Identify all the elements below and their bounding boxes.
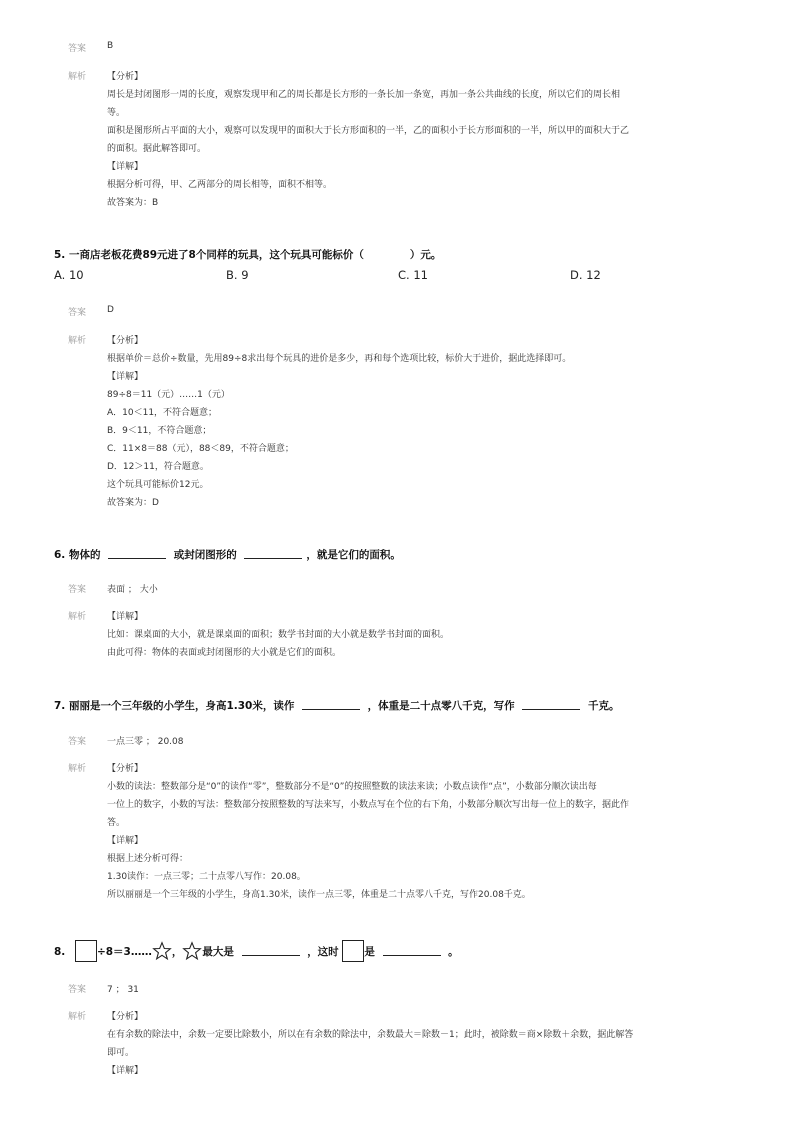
- analysis-line: 根据上述分析可得：: [107, 854, 189, 864]
- analysis-line: 根据分析可得，甲、乙两部分的周长相等，面积不相等。: [107, 180, 333, 190]
- analysis-line: 比如：课桌面的大小，就是课桌面的面积；数学书封面的大小就是数学书封面的面积。: [107, 630, 450, 640]
- analysis-line: 的面积。据此解答即可。: [107, 144, 207, 154]
- answer-box[interactable]: [342, 940, 364, 962]
- analysis-label: 解析: [68, 612, 87, 622]
- analysis-line: 【详解】: [107, 372, 144, 382]
- star-icon: [182, 941, 202, 961]
- question-stem: 7. 丽丽是一个三年级的小学生，身高1.30米，读作 ，体重是二十点零八千克，写作 千克。: [54, 700, 620, 712]
- answer-box[interactable]: [75, 940, 97, 962]
- option-d[interactable]: D. 12: [570, 268, 601, 282]
- analysis-line: 【详解】: [107, 162, 144, 172]
- analysis-label: 解析: [68, 764, 87, 774]
- analysis-line: 小数的读法：整数部分是“0”的读作“零”，整数部分不是“0”的按照整数的读法来读；小数点读作“点”，小数部分顺次读出每: [107, 782, 597, 792]
- analysis-line: 【分析】: [107, 72, 144, 82]
- analysis-line: 在有余数的除法中，余数一定要比除数小，所以在有余数的除法中，余数最大＝除数－1；此时，被除数＝商×除数＋余数，据此解答: [107, 1030, 634, 1040]
- analysis-line: 根据单价＝总价÷数量，先用89÷8求出每个玩具的进价是多少，再和每个选项比较，标价大于进价，据此选择即可。: [107, 354, 572, 364]
- analysis-label: 解析: [68, 336, 87, 346]
- answer-label: 答案: [68, 737, 87, 747]
- answer-value: 表面 ； 大小: [107, 585, 158, 595]
- analysis-line: 【详解】: [107, 1066, 144, 1076]
- analysis-line: 一位上的数字，小数的写法：整数部分按照整数的写法来写，小数点写在个位的右下角，小数部分顺次写出每一位上的数字，据此作: [107, 800, 630, 810]
- option-b[interactable]: B. 9: [226, 268, 249, 282]
- analysis-line: 即可。: [107, 1048, 135, 1058]
- answer-value: D: [107, 305, 114, 315]
- analysis-line: 面积是图形所占平面的大小，观察可以发现甲的面积大于长方形面积的一半，乙的面积小于长方形面积的一半，所以甲的面积大于乙: [107, 126, 630, 136]
- fill-blank[interactable]: [108, 548, 166, 559]
- fill-blank[interactable]: [242, 945, 300, 956]
- analysis-line: 故答案为：D: [107, 498, 159, 508]
- question-stem: 5. 一商店老板花费89元进了8个同样的玩具，这个玩具可能标价（ ）元。: [54, 249, 442, 261]
- analysis-line: 故答案为：B: [107, 198, 159, 208]
- analysis-line: 由此可得：物体的表面或封闭图形的大小就是它们的面积。: [107, 648, 342, 658]
- answer-value: 7 ； 31: [107, 985, 139, 995]
- analysis-line: 答。: [107, 818, 126, 828]
- answer-value: B: [107, 41, 114, 51]
- analysis-line: 等。: [107, 108, 126, 118]
- fill-blank[interactable]: [522, 699, 580, 710]
- analysis-line: B．9＜11，不符合题意；: [107, 426, 212, 436]
- answer-label: 答案: [68, 308, 87, 318]
- analysis-line: 1.30读作：一点三零；二十点零八写作：20.08。: [107, 872, 306, 882]
- fill-blank[interactable]: [244, 548, 302, 559]
- analysis-line: 【分析】: [107, 764, 144, 774]
- analysis-line: 所以丽丽是一个三年级的小学生，身高1.30米，读作一点三零，体重是二十点零八千克，写作20.08千克。: [107, 890, 531, 900]
- analysis-label: 解析: [68, 72, 87, 82]
- analysis-label: 解析: [68, 1012, 87, 1022]
- analysis-line: 【分析】: [107, 336, 144, 346]
- fill-blank[interactable]: [302, 699, 360, 710]
- question-stem: 8. ÷8＝3…… ， 最大是 ，这时 是 。: [54, 940, 459, 962]
- answer-value: 一点三零 ； 20.08: [107, 737, 184, 747]
- analysis-line: 【分析】: [107, 1012, 144, 1022]
- analysis-line: 【详解】: [107, 836, 144, 846]
- answer-label: 答案: [68, 585, 87, 595]
- answer-label: 答案: [68, 44, 87, 54]
- fill-blank[interactable]: [383, 945, 441, 956]
- analysis-line: 89÷8＝11（元）……1（元）: [107, 390, 230, 400]
- option-c[interactable]: C. 11: [398, 268, 428, 282]
- analysis-line: 周长是封闭图形一周的长度，观察发现甲和乙的周长都是长方形的一条长加一条宽，再加一条公共曲线的长度，所以它们的周长相: [107, 90, 621, 100]
- option-a[interactable]: A. 10: [54, 268, 84, 282]
- analysis-line: D．12＞11，符合题意。: [107, 462, 209, 472]
- analysis-line: 这个玩具可能标价12元。: [107, 480, 209, 490]
- analysis-line: C．11×8＝88（元），88＜89，不符合题意；: [107, 444, 294, 454]
- answer-label: 答案: [68, 985, 87, 995]
- star-icon: [152, 941, 172, 961]
- analysis-line: 【详解】: [107, 612, 144, 622]
- question-stem: 6. 物体的 或封闭图形的 ，就是它们的面积。: [54, 549, 401, 561]
- analysis-line: A．10＜11，不符合题意；: [107, 408, 218, 418]
